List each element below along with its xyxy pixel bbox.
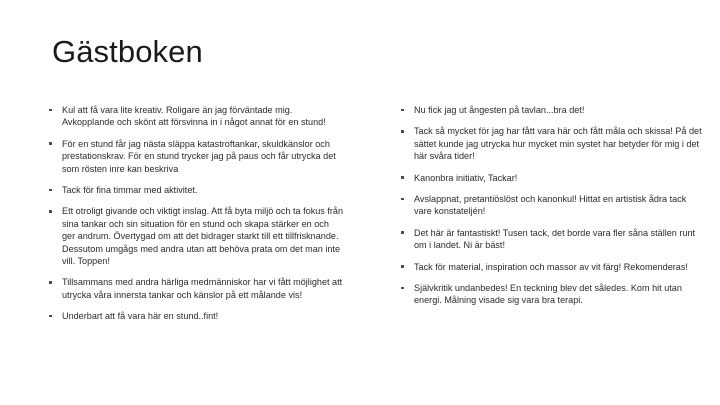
bullet-marker-icon (49, 142, 52, 145)
right-bullet-list (398, 104, 704, 307)
list-item (398, 172, 704, 184)
left-column (0, 104, 360, 323)
content-body (0, 104, 720, 364)
list-item (46, 184, 344, 196)
list-item-text: Tillsammans med andra härliga medmänniskor har vi fått möjlighet att utrycka våra innersta tankar och känslor på ett målande vis! (62, 277, 343, 300)
bullet-marker-icon (49, 315, 52, 318)
list-item-text: Tack så mycket för jag har fått vara här och fått måla och skissa! På det sättet kunde jag utrycka hur mycket min systet har betyder för mig i det här svåra tider! (414, 126, 702, 162)
list-item (398, 193, 704, 218)
list-item (398, 261, 704, 273)
bullet-marker-icon (401, 198, 404, 201)
list-item-text: Tack för material, inspiration och massor av vit färg! Rekomenderas! (414, 261, 688, 272)
bullet-marker-icon (401, 287, 404, 290)
left-bullet-list (46, 104, 344, 323)
bullet-marker-icon (49, 281, 52, 284)
list-item (398, 282, 704, 307)
list-item-text: Kul att få vara lite kreativ. Roligare än jag förväntade mig. Avkopplande och skönt att försvinna in i något annat för en stund! (62, 105, 326, 128)
bullet-marker-icon (401, 265, 404, 268)
list-item (46, 104, 344, 129)
list-item (46, 310, 344, 322)
list-item (46, 276, 344, 301)
list-item-text: Tack för fina timmar med aktivitet. (62, 185, 198, 196)
list-item-text: Det här är fantastiskt! Tusen tack, det borde vara fler såna ställen runt om i landet. Ni är bäst! (414, 227, 696, 251)
bullet-marker-icon (401, 130, 404, 133)
bullet-marker-icon (401, 109, 404, 112)
bullet-marker-icon (49, 189, 52, 192)
list-item-text: Kanonbra initiativ, Tackar! (414, 172, 518, 183)
list-item (46, 138, 344, 175)
list-item-text: Underbart att få vara här en stund..fint! (62, 311, 219, 322)
right-column (360, 104, 720, 307)
bullet-marker-icon (49, 109, 52, 112)
list-item-text: Självkritik undanbedes! En teckning blev det således. Kom hit utan energi. Målning visade sig vara bra terapi. (414, 283, 682, 306)
list-item (398, 104, 704, 116)
list-item-text: Avslappnat, pretantiöslöst och kanonkul! Hittat en artistisk ådra tack vare konstateljén! (414, 194, 687, 217)
list-item (46, 205, 344, 267)
bullet-marker-icon (401, 176, 404, 179)
bullet-marker-icon (49, 210, 52, 213)
bullet-marker-icon (401, 231, 404, 234)
list-item-text: Nu fick jag ut ångesten på tavlan...bra det! (414, 105, 585, 115)
list-item-text: För en stund får jag nästa släppa katastroftankar, skuldkänslor och prestationskrav. För en stund trycker jag på paus och får utrycka det som rösten inre kan beskriva (62, 138, 336, 174)
list-item-text: Ett otroligt givande och viktigt inslag. Att få byta miljö och ta fokus från sina tankar och sin situation för en stund och skapa stärker en och ger andrum. Övertygad om att det bidrager starkt till ett tillfrisknande. Dessutom umgågs med andra utan att behöva prata om det man inte vill. Toppen! (62, 206, 344, 267)
list-item (398, 227, 704, 252)
list-item (398, 125, 704, 162)
page-title: Gästboken (52, 34, 203, 69)
